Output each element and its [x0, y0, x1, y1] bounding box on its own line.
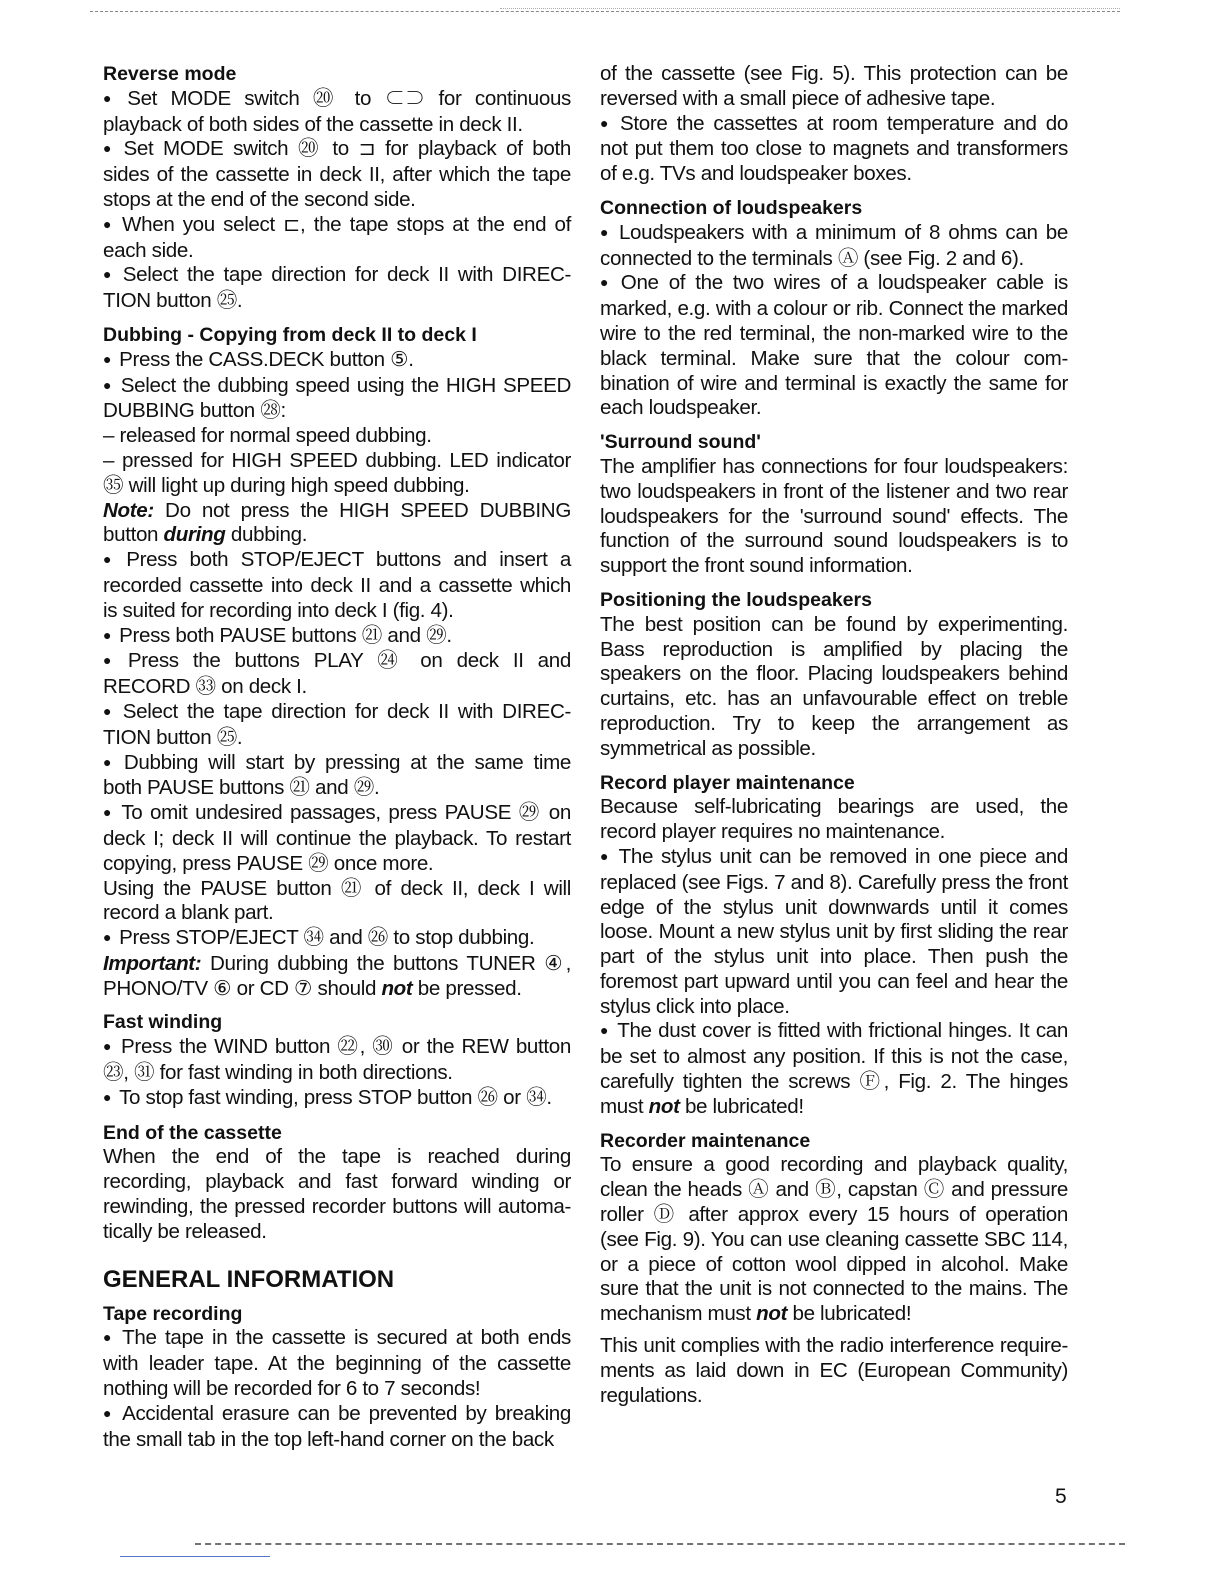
- recorder-emphasis: not: [756, 1302, 788, 1326]
- dust-cover-text: The dust cover is fitted with frictional hinges. It can be set to almost any position. If this is not the case, carefully tighten the screws Ⓕ, Fig. 2. The hinges must: [600, 1019, 1068, 1118]
- heading-surround-sound: 'Surround sound': [600, 431, 761, 454]
- dubbing-item: ● To omit undesired passages, press PAUSE ㉙ on deck I; deck II will continue the playback. To restart copying, press PAUSE ㉙ once more.: [103, 801, 571, 876]
- note-text: Do not press the HIGH SPEED DUBBING button: [103, 498, 571, 547]
- dubbing-subitem: – released for normal speed dubbing.: [103, 424, 432, 448]
- dubbing-item: ● Dubbing will start by pressing at the same time both PAUSE buttons ㉑ and ㉙.: [103, 751, 571, 802]
- dubbing-important: [103, 952, 571, 1002]
- important-text-end: be pressed.: [417, 976, 522, 1000]
- right-column: [600, 62, 1068, 1408]
- tape-recording-continued: of the cassette (see Fig. 5). This protection can be reversed with a small piece of adhesive tape.: [600, 62, 1068, 110]
- dust-cover-emphasis: not: [648, 1094, 680, 1118]
- tape-recording-item: ● Store the cassettes at room temperature and do not put them too close to magnets and transformers of e.g. TVs and loudspeaker boxes.: [600, 112, 1068, 187]
- left-column: [103, 62, 571, 1452]
- heading-reverse-mode: Reverse mode: [103, 63, 237, 85]
- tape-recording-item: ● Accidental erasure can be prevented by breaking the small tab in the top left-hand corner on the back: [103, 1402, 571, 1453]
- heading-recorder-maintenance: Recorder maintenance: [600, 1129, 811, 1152]
- record-player-text: Because self-lubricating bearings are used, the record player requires no maintenance.: [600, 795, 1068, 844]
- heading-dubbing: Dubbing - Copying from deck II to deck I: [103, 323, 477, 346]
- heading-connection-loudspeakers: Connection of loudspeakers: [600, 196, 863, 219]
- dust-cover-text-end: be lubricated!: [684, 1094, 804, 1118]
- loudspeakers-item: ● One of the two wires of a loudspeaker cable is marked, e.g. with a colour or rib. Connect the marked wire to the red terminal, the non-marked wire to the black terminal. Make sure that the colour com-bination of wire and terminal is exactly the same for each loudspeaker.: [600, 271, 1068, 421]
- record-player-item: [600, 1019, 1068, 1119]
- dubbing-item: ● Press STOP/EJECT ㉞ and ㉖ to stop dubbing.: [103, 926, 571, 952]
- scan-artifact-bottom-line: [120, 1556, 270, 1557]
- surround-text: The amplifier has connections for four loudspeakers: two loudspeakers in front of the listener and two rear loudspeakers for the 'surround sound' effects. The function of the surround sound loudspeakers is to support the front sound information.: [600, 454, 1068, 578]
- note-emphasis: during: [163, 523, 226, 547]
- reverse-mode-item: ● Set MODE switch ⑳ to ⊂⊃ for continuous playback of both sides of the cassette in deck II.: [103, 87, 571, 138]
- scan-artifact-top-dots: [500, 8, 1120, 9]
- heading-end-of-cassette: End of the cassette: [103, 1121, 282, 1144]
- dubbing-item: ● Select the tape direction for deck II with DIREC-TION button ㉕.: [103, 700, 571, 751]
- reverse-mode-item: ● When you select ⊏, the tape stops at the end of each side.: [103, 213, 571, 264]
- positioning-text: The best position can be found by experimenting. Bass reproduction is amplified by placing the speakers on the floor. Placing loudspeakers behind curtains, etc. has an unfavourable effect on treble reproduction. Try to keep the arrangement as symmetrical as possible.: [600, 612, 1068, 760]
- recorder-text-end: be lubricated!: [792, 1302, 912, 1326]
- recorder-text: [600, 1153, 1068, 1327]
- important-text: During dubbing the buttons TUNER ④, PHONO/TV ⑥ or CD ⑦ should: [103, 951, 571, 1000]
- record-player-item: ● The stylus unit can be removed in one piece and replaced (see Figs. 7 and 8). Carefully press the front edge of the stylus unit downwards until it comes loose. Mount a new stylus unit by first sliding the rear part of the stylus unit into place. Then push the foremost part upward until you can feel and hear the stylus click into place.: [600, 845, 1068, 1020]
- dubbing-item: ● Select the dubbing speed using the HIGH SPEED DUBBING button ㉘:: [103, 374, 571, 425]
- reverse-mode-item: ● Set MODE switch ⑳ to ⊐ for playback of both sides of the cassette in deck II, after which the tape stops at the end of the second side.: [103, 137, 571, 212]
- heading-tape-recording: Tape recording: [103, 1302, 243, 1325]
- heading-general-information: GENERAL INFORMATION: [103, 1265, 395, 1293]
- dubbing-item: ● Press both PAUSE buttons ㉑ and ㉙.: [103, 624, 571, 650]
- dubbing-item: ● Press the buttons PLAY ㉔ on deck II and RECORD ㉝ on deck I.: [103, 649, 571, 700]
- scan-artifact-top: [90, 11, 1120, 12]
- fast-winding-item: ● Press the WIND button ㉒, ㉚ or the REW button ㉓, ㉛ for fast winding in both directions.: [103, 1035, 571, 1086]
- reverse-mode-item: ● Select the tape direction for deck II with DIREC-TION button ㉕.: [103, 263, 571, 314]
- scan-artifact-bottom: [195, 1543, 1125, 1545]
- heading-positioning: Positioning the loudspeakers: [600, 588, 872, 611]
- dubbing-item: ● Press the CASS.DECK button ⑤.: [103, 348, 571, 374]
- page-number: 5: [1055, 1485, 1067, 1508]
- heading-record-player: Record player maintenance: [600, 771, 855, 794]
- tape-recording-item: ● The tape in the cassette is secured at both ends with leader tape. At the beginning of the cassette nothing will be recorded for 6 to 7 seconds!: [103, 1326, 571, 1401]
- loudspeakers-item: ● Loudspeakers with a minimum of 8 ohms can be connected to the terminals Ⓐ (see Fig. 2 and 6).: [600, 221, 1068, 272]
- dubbing-note: [103, 499, 571, 549]
- fast-winding-item: ● To stop fast winding, press STOP button ㉖ or ㉞.: [103, 1086, 571, 1112]
- important-label: Important:: [103, 951, 202, 975]
- end-of-cassette-text: When the end of the tape is reached during recording, playback and fast forward winding or rewinding, the pressed recorder buttons will automa-tically be released.: [103, 1145, 571, 1243]
- note-text-end: dubbing.: [230, 523, 308, 547]
- note-label: Note:: [103, 498, 154, 522]
- heading-fast-winding: Fast winding: [103, 1011, 223, 1034]
- compliance-text: This unit complies with the radio interference require-ments as laid down in EC (European Community) regulations.: [600, 1334, 1068, 1407]
- dubbing-paragraph: Using the PAUSE button ㉑ of deck II, deck I will record a blank part.: [103, 876, 571, 925]
- dubbing-subitem: – pressed for HIGH SPEED dubbing. LED indicator ㉟ will light up during high speed dubbing.: [103, 448, 571, 497]
- recorder-text-main: To ensure a good recording and playback quality, clean the heads Ⓐ and Ⓑ, capstan Ⓒ and pressure roller Ⓓ after approx every 15 hours of operation (see Fig. 9). You can use cleaning cassette SBC 114, or a piece of cotton wool dipped in alcohol. Make sure that the unit is not connected to the mains. The mechanism must: [600, 1153, 1068, 1326]
- dubbing-item: ● Press both STOP/EJECT buttons and insert a recorded cassette into deck II and a cassette which is suited for recording into deck I (fig. 4).: [103, 548, 571, 623]
- important-emphasis: not: [381, 976, 413, 1000]
